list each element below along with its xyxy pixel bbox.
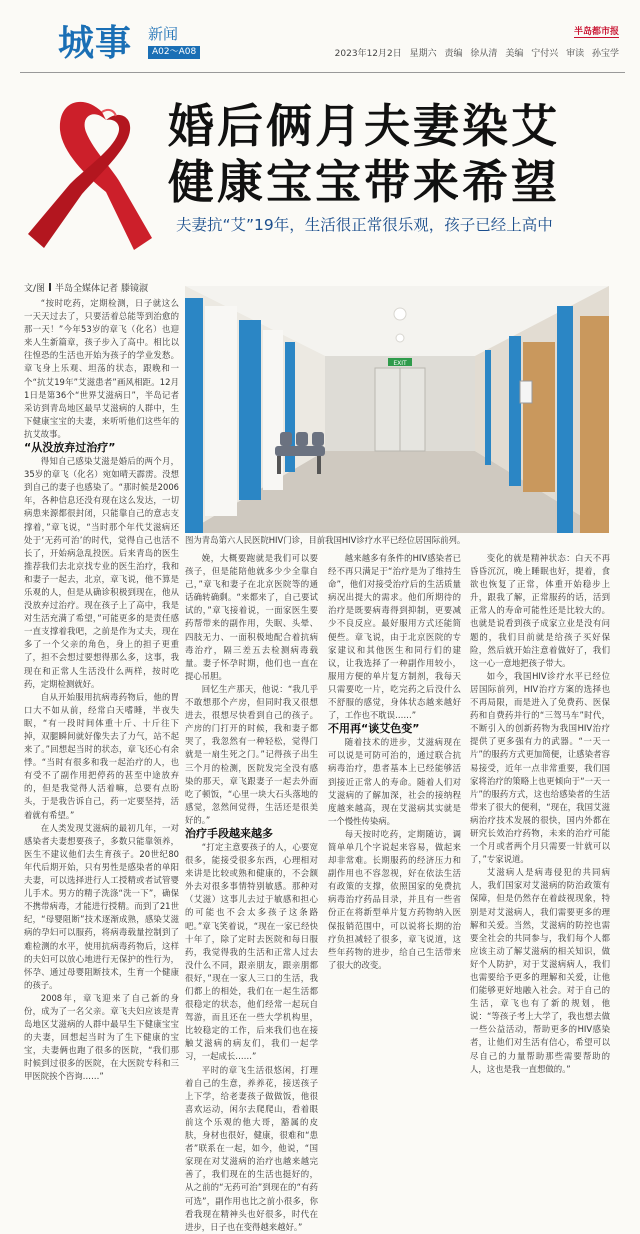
- article-column-2: [185, 552, 318, 1232]
- design-name: 宁付兴: [531, 49, 559, 59]
- exit-sign: EXIT: [393, 360, 407, 367]
- article-paragraph: 在人类发现艾滋病的最初几年，一对感染者夫妻想要孩子，多数只能靠领养，医生不建议他们去生育孩子。20世纪80年代后期开始，只有男性是感染者的单阳夫妻，可以选择进行人工授精或者试管婴儿手术。男方的精子洗涤“洗一下”，确保不携带病毒，才能进行授精。而到了21世纪，“母婴阻断”技术逐渐成熟，感染艾滋病的孕妇可以服药，将病毒载量控制到了难检测的水平，使用抗病毒药物后，这样的夫妇可以放心地进行无保护的性行为，怀孕、通过母婴阻断技术，生育一个健康的孩子。: [24, 822, 179, 990]
- subheadline: 夫妻抗“艾”19年，生活很正常很乐观，孩子已经上高中: [176, 216, 553, 234]
- article-paragraph: 艾滋病人是病毒侵犯的共同病人，我们国家对艾滋病的防治政策有保障，但是仍然存在着歧视现象，特别是对艾滋病人，我们需要更多的理解和关爱。当然，艾滋病的防控也需要全社会的共同参与，我们每个人都应该主动了解艾滋病的相关知识，做好个人防护，对于艾滋病病人，我们也需要给予更多的理解和关爱，让他们能够更好地融入社会。对于自己的生活，章飞也有了新的规划，他说：“等孩子考上大学了，我也想去做一些公益活动，帮助更多的HIV感染者，让他们对生活有信心，希望可以尽自己的力量帮助那些需要帮助的人，这也是我一直想做的。”: [470, 867, 610, 1074]
- article-paragraph: 得知自己感染艾滋是婚后的两个月，35岁的章飞（化名）宛如晴天霹雳。没想到自己的妻子也感染了。“那时候是2006年，各种信息还没有现在这么发达，一切病患来源都很封闭，只能靠自己的意志支撑着，”章飞说，“当时那个年代艾滋病还处于‘无药可治’的时代，觉得自己也活不长了，开始病急乱投医。后来青岛的医生推荐我们去北京找专业的医生治疗，我和和妻子一起去，北京，章飞说，他不算是乐观的人，但是从确诊积极到现在，他从没放弃过治疗。现在孩子上了高中，我是对生活充满了希望，”可能更多的是责任感一直支撑着我吧，之前是作为丈夫，现在多了一个父亲的角色，身上的担子更重了，担不会想过要想得那么多，这事，我现在和正常人生活没什么两样，按时吃药，定期检测就好。: [24, 456, 179, 689]
- article-paragraph: 随着技术的进步，艾滋病现在可以说是可防可治的，通过联合抗病毒治疗，患者基本上已经能够活到接近正常人的寿命。随着人们对艾滋病的了解加深，社会的接纳程度越来越高，现在艾滋病其实就是一个慢性传染病。: [328, 737, 461, 826]
- article-paragraph: 变化的就是精神状态：白天不再昏昏沉沉，晚上睡眠也好，提着，食欲也恢复了正常，体重开始稳步上升，跟我了解，正常服药的话，活到正常人的寿命可能性还是比较大的。也就是说看到孩子成家立业是没有问题的，我们目前就是给孩子买好保险，然后就开始注意着做好了，我们这一心一意地把孩子带大。: [470, 553, 610, 668]
- section-subtitle: 新闻: [148, 25, 179, 43]
- page-range-badge: A02～A08: [148, 46, 200, 59]
- article-paragraph: 越来越多有条件的HIV感染者已经不再只满足于“治疗是为了维持生命”，他们对接受治疗后的生活质量病况出提大的需求。他们所期待的治疗是既要病毒得到抑制，更要减少不良反应。最好服用方式还能简便些。章飞说，由于北京医院的专家建议和其他医生和同行们的建议，让我选择了一种副作用较小，服用方便的单片复方制剂，我每天只需要吃一片，吃完药之后没什么不舒服的感觉，身体状态越来越好了，工作也不耽误……”: [328, 553, 461, 721]
- article-paragraph: 自从开始服用抗病毒药物后，他的胃口大不如从前，经常白天嗜睡，半夜失眠，“有一段时间体重十斤、十斤往下掉，双腿瞬间就好像失去了力气，站不起来了。”回想起当时的状态，章飞还心有余悸。“当时有很多和我一起治疗的人，也有受不了副作用把停药的甚至中途放弃的，但是我觉得人活着嘛，总要有点盼头，于是我告诉自己，药一定要坚持，活着就有希望。”: [24, 691, 179, 820]
- photo-caption: 图为青岛第六人民医院HIV门诊，目前我国HIV诊疗水平已经位居国际前列。: [185, 535, 466, 545]
- proof-label: 审读: [566, 49, 585, 59]
- masthead-divider: [20, 72, 625, 73]
- headline-line-2: 健康宝宝带来希望: [168, 155, 560, 209]
- article-column-4: [470, 552, 610, 1074]
- article-column-1: [24, 297, 179, 1082]
- article-paragraph: 娩，大概要跑就是我们可以要孩子，但是能陪他就多少少全靠自己，”章飞和妻子在北京医院等的通话确转确剩。“来都来了，自己要试试的，”章飞接着说，一面家医生要药帮带来的副作用，失眠、头晕、四肢无力、一面积极地配合着抗病毒治疗，隔三差五去检测病毒载量。妻子怀孕时期，他们也一直在提心吊胆。: [185, 553, 318, 681]
- byline-author: 滕镜淑: [120, 284, 148, 294]
- article-paragraph: 每天按时吃药，定期随访，调简单单几个字说起来容易，做起来却非常难。长期服药的经济压力和副作用也不容忽视，好在依法生活有政策的支撑，依照国家的免费抗病毒治疗药品目录，并且有一些省份正在将新型单片复方药物纳入医保报销范围中，可以说将长期的治疗负担减轻了很多，章飞说道，这些年药物的进步，给自己生活带来了很大的改变。: [328, 828, 461, 970]
- issue-weekday: 星期六: [409, 49, 437, 59]
- headline-line-1: 婚后俩月夫妻染艾: [168, 99, 560, 153]
- hospital-corridor-photo: [185, 286, 609, 533]
- masthead: [20, 22, 625, 70]
- byline-org: 半岛全媒体记者: [55, 284, 119, 294]
- newspaper-logo: 半岛都市报: [574, 24, 619, 38]
- article-paragraph: 平时的章飞生活很悠闲，打理着自己的生意，养养花，接送孩子上下学，给老妻孩子做做饭，他很喜欢运动，闲尔去爬爬山，看着眼前这个乐观的他大哥，豁属的皮肤，身材也很好，健康，很难和“患者”联系在一起，如今，他说，“国家现在对艾滋病的治疗也越来越完善了，我们现在的生活也挺好的，从之前的“无药可治”到现在的“有药可选”，副作用也比之前小很多，你看我现在精神头也好很多，时代在进步，日子也在变得越来越好。”: [185, 1064, 318, 1232]
- article-subtitle-2: 治疗手段越来越多: [185, 826, 273, 840]
- byline: [24, 281, 148, 294]
- dateline: [330, 46, 619, 59]
- byline-label: 文/图: [24, 284, 46, 294]
- article-column-3: [328, 552, 461, 970]
- design-label: 美编: [505, 49, 524, 59]
- editor-name: 徐从清: [470, 49, 498, 59]
- editor-label: 责编: [444, 49, 463, 59]
- article-paragraph: 如今，我国HIV诊疗水平已经位居国际前列，HIV治疗方案的选择也不再局限，而是进入了免费药、医保药和自费药并行的“三驾马车”时代，不断引入的创新药物为我国HIV治疗提供了更多强有力的武器。“一天一片”的服药方式更加简便，让感染者容易接受，近年一点非常重要，我们国家将治疗的策略上也更倾向于“一天一片”的服药方式，这也给感染者的生活带来了很大的便利，“现在，我国艾滋病治疗技术发展的很快，国内外都在研究长效治疗药物，未来的治疗可能一个月或者两个月只需要一针就可以了，”专家说道。: [470, 670, 610, 865]
- headline: [168, 98, 560, 210]
- section-title: 城事: [58, 23, 133, 64]
- article-subtitle-3: 不用再“谈艾色变”: [328, 722, 420, 736]
- article-intro: “按时吃药，定期检测，日子就这么一天天过去了，只要活着总能等到治愈的那一天！”今年53岁的章飞（化名）也迎来人生新篇章，孩子步入了高中。相比以往惶恐的生活也开始为孩子的学业发愁。章飞身上乐观、坦荡的状态，跟晚和一个“抗艾19年”艾滋患者”画风相距。12月1日是第36个“世界艾滋病日”，半岛记者采访到青岛地区最早艾滋病的人群中，生下健康宝宝的夫妻，来听听他们这些年的抗艾故事。: [24, 298, 179, 439]
- red-ribbon-icon: [24, 90, 174, 260]
- proof-name: 孙宝学: [591, 49, 619, 59]
- article-paragraph: 回忆生产那天，他说：“我几乎不敢想那个产房，但同时我又很想进去，很想尽快看到自己的孩子。产房的门打开的时候，我和妻子都哭了，我忽然有一种轻松，觉得门就是一扇生死之门。”记得孩子出生三个月的检测，医院发完全没有感染的那天，章飞跟妻子一起去外面吃了顿饭，“心里一块大石头落地的感觉，忽然间觉得，生活还是很美好的。”: [185, 683, 318, 825]
- article-paragraph: 2008年，章飞迎来了自己新的身份，成为了一名父亲。章飞夫妇应该是青岛地区艾滋病的人群中最早生下健康宝宝的夫妻，回想起当时为了生下健康的宝宝，夫妻俩也跑了很多的医院，“我们那时候到过很多的医院，在大医院专科和三甲医院挨个咨询……”: [24, 992, 179, 1082]
- article-paragraph: “打定主意要孩子的人，心要宽很多，能接受很多东西，心理相对来讲是比较或熟和健康的，不会额外去对很多事情特别敏感。那种对（艾滋）这事儿去过于敏感和担心的可能也不会太多孩子这条路吧。”章飞笑着说，“现在一家已经快十年了，除了定时去医院和每日服药，我觉得我的生活和正常人过去没什么不同，跟亲朋友，跟亲朋都很好，”现在一家人三口的生活，我们都上的相处，我们在一起生活都很稳定的状态，他们经常一起玩自驾游，而且还在一些大学机构里，比较稳定的工作，后来我们也在接触艾滋病的病友们，我们一起学习，一起成长……”: [185, 841, 318, 1062]
- article-subtitle-1: “从没放弃过治疗”: [24, 441, 116, 455]
- issue-date: 2023年12月2日: [334, 49, 402, 59]
